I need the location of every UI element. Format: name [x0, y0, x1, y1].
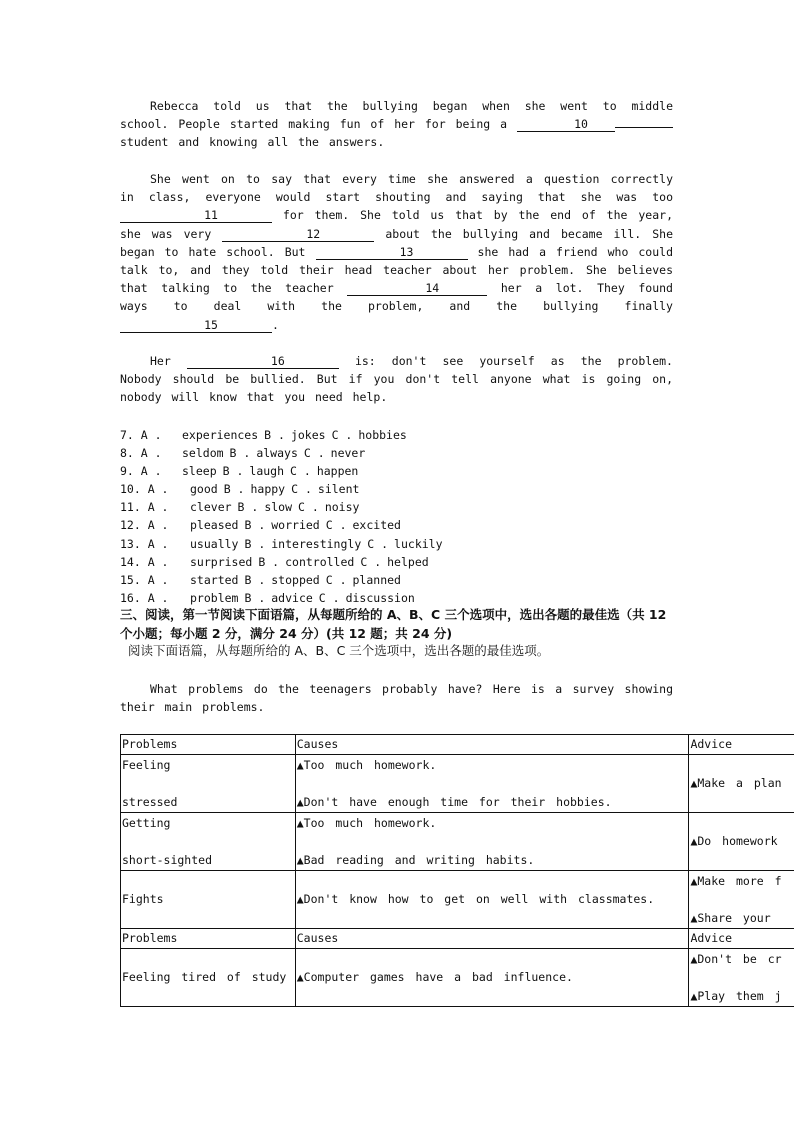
passage-text: she had a friend who could talk to, and they told their head teacher about her problem. She believes that talking to the teacher [120, 244, 674, 296]
option-row [120, 444, 449, 462]
option-c-text: happen [316, 464, 359, 479]
cause-cell: ▲Computer games have a bad influence. [295, 949, 689, 1007]
option-a-text: experiences [182, 428, 259, 442]
advice-line: ▲Play them j [690, 988, 782, 1003]
option-b-label: B . [223, 482, 245, 497]
problem-line: stressed [122, 794, 178, 809]
blank-10-cont [615, 127, 673, 128]
section-3-instruction: 阅读下面语篇，从每题所给的 A、B、C 三个选项中，选出各题的最佳选项。 [128, 643, 550, 658]
option-c-text: discussion [345, 590, 415, 605]
cause-line: ▲Don't have enough time for their hobbies. [296, 794, 612, 809]
option-a-text: good [190, 482, 218, 497]
option-number: 7. A . [120, 428, 162, 442]
option-row [120, 553, 449, 571]
option-row [120, 480, 449, 498]
option-number: 15. A . [120, 572, 169, 587]
header-advice: Advice [689, 735, 794, 755]
option-c-label: C . [290, 464, 311, 479]
table-row [121, 755, 794, 813]
option-a-text: problem [190, 590, 239, 605]
option-b-label: B . [244, 536, 266, 551]
option-b-label: B . [244, 572, 266, 587]
option-b-text: happy [250, 482, 286, 497]
option-row [120, 462, 449, 480]
option-number: 12. A . [120, 518, 169, 533]
blank-12: 12 [222, 227, 374, 242]
header-problems: Problems [121, 929, 296, 949]
advice-line: ▲Share your [690, 910, 771, 925]
cause-line: ▲Too much homework. [296, 758, 437, 773]
option-row [120, 535, 449, 553]
option-number: 11. A . [120, 500, 169, 515]
option-b-label: B . [237, 500, 259, 515]
option-c-text: noisy [324, 500, 360, 515]
passage-text: . [272, 317, 279, 332]
option-c-label: C . [298, 500, 319, 515]
section-3-heading: 三、阅读，第一节阅读下面语篇，从每题所给的 A、B、C 三个选项中，选出各题的最佳选（共 12 个小题；每小题 2 分，满分 24 分）(共 12 题；共 24 分) [120, 607, 667, 641]
option-c-label: C . [367, 536, 389, 551]
problem-line: short-sighted [122, 852, 213, 867]
option-c-label: C . [318, 590, 340, 605]
option-b-label: B . [258, 554, 280, 569]
problem-cell: Fights [121, 871, 296, 929]
passage-text: She went on to say that every time she answered a question correctly in class, everyone would start shouting and saying that she was too [120, 172, 673, 205]
option-a-text: started [190, 572, 239, 587]
cause-line: ▲Too much homework. [296, 816, 437, 831]
passage-paragraph-1 [120, 97, 673, 152]
option-number: 13. A . [120, 536, 169, 551]
option-a-text: surprised [190, 554, 253, 569]
option-a-text: sleep [182, 464, 217, 479]
blank-10: 10 [517, 117, 615, 132]
option-b-label: B . [244, 590, 266, 605]
table-header-row [121, 735, 794, 755]
option-c-label: C . [325, 518, 347, 533]
passage-text: Rebecca told us that the bullying began when she went to middle school. People started making fun of her for being a [120, 99, 673, 132]
survey-intro: What problems do the teenagers probably have? Here is a survey showing their main problems. [120, 682, 673, 715]
option-b-text: always [256, 446, 298, 461]
option-c-text: never [330, 446, 366, 461]
option-b-text: controlled [285, 554, 355, 569]
advice-line: ▲Make more f [690, 874, 782, 889]
passage-text: her a lot. They found ways to deal with the problem, and the bullying finally [120, 281, 673, 314]
option-c-text: silent [317, 482, 360, 497]
advice-line: ▲Don't be cr [690, 952, 782, 967]
option-row [120, 571, 449, 589]
option-row [120, 516, 449, 534]
option-c-text: planned [352, 572, 401, 587]
option-c-text: luckily [394, 536, 443, 551]
option-number: 10. A . [120, 482, 169, 497]
option-b-text: slow [264, 500, 293, 515]
blank-11: 11 [120, 208, 272, 223]
problem-cell: Feeling tired of study [121, 949, 296, 1007]
passage-text: is: don't see yourself as the problem. Nobody should be bullied. But if you don't tell anyone what is going on, nobody will know that you need help. [120, 354, 673, 405]
option-c-text: helped [387, 554, 429, 569]
problem-line: Feeling [122, 758, 171, 773]
passage-text: for them. She told us that by the end of the year, she was very [120, 208, 673, 241]
advice-line: ▲Make a plan [690, 776, 782, 791]
options-list [120, 426, 449, 607]
cause-cell: ▲Don't know how to get on well with classmates. [295, 871, 689, 929]
passage-paragraph-3 [120, 352, 673, 407]
cause-line: ▲Bad reading and writing habits. [296, 852, 535, 867]
option-b-text: advice [271, 590, 313, 605]
header-advice: Advice [689, 929, 794, 949]
option-b-text: jokes [290, 428, 326, 442]
option-b-label: B . [222, 464, 244, 479]
option-c-label: C . [303, 446, 325, 461]
option-c-text: excited [352, 518, 401, 533]
blank-13: 13 [316, 245, 468, 260]
blank-15: 15 [120, 318, 272, 333]
option-number: 16. A . [120, 590, 169, 605]
option-b-text: interestingly [271, 536, 362, 551]
option-c-text: hobbies [358, 428, 407, 442]
option-c-label: C . [331, 428, 353, 442]
option-c-label: C . [360, 554, 382, 569]
table-row [121, 949, 794, 1007]
option-row [120, 589, 449, 607]
option-a-text: pleased [190, 518, 239, 533]
blank-16: 16 [187, 354, 339, 369]
option-a-text: seldom [182, 446, 224, 461]
survey-table [120, 734, 794, 1007]
problem-line: Getting [122, 816, 171, 831]
option-c-label: C . [291, 482, 312, 497]
option-number: 14. A . [120, 554, 169, 569]
header-problems: Problems [121, 735, 296, 755]
option-row [120, 498, 449, 516]
header-causes: Causes [295, 929, 689, 949]
option-b-label: B . [244, 518, 266, 533]
option-number: 9. A . [120, 464, 162, 479]
passage-text: Her [150, 354, 171, 368]
option-b-label: B . [264, 428, 285, 442]
option-b-text: stopped [271, 572, 320, 587]
option-b-label: B . [229, 446, 251, 461]
option-row [120, 426, 449, 444]
option-b-text: laugh [249, 464, 285, 479]
advice-line: ▲Do homework [690, 834, 778, 849]
option-b-text: worried [271, 518, 320, 533]
table-row [121, 871, 794, 929]
passage-paragraph-2 [120, 170, 673, 334]
option-number: 8. A . [120, 446, 162, 461]
header-causes: Causes [295, 735, 689, 755]
option-a-text: clever [190, 500, 232, 515]
table-row [121, 813, 794, 871]
passage-text: student and knowing all the answers. [120, 135, 385, 150]
table-header-row-2 [121, 929, 794, 949]
blank-14: 14 [347, 281, 487, 296]
option-c-label: C . [325, 572, 347, 587]
passage-text: about the bullying and became ill. She began to hate school. But [120, 226, 673, 259]
option-a-text: usually [190, 536, 239, 551]
